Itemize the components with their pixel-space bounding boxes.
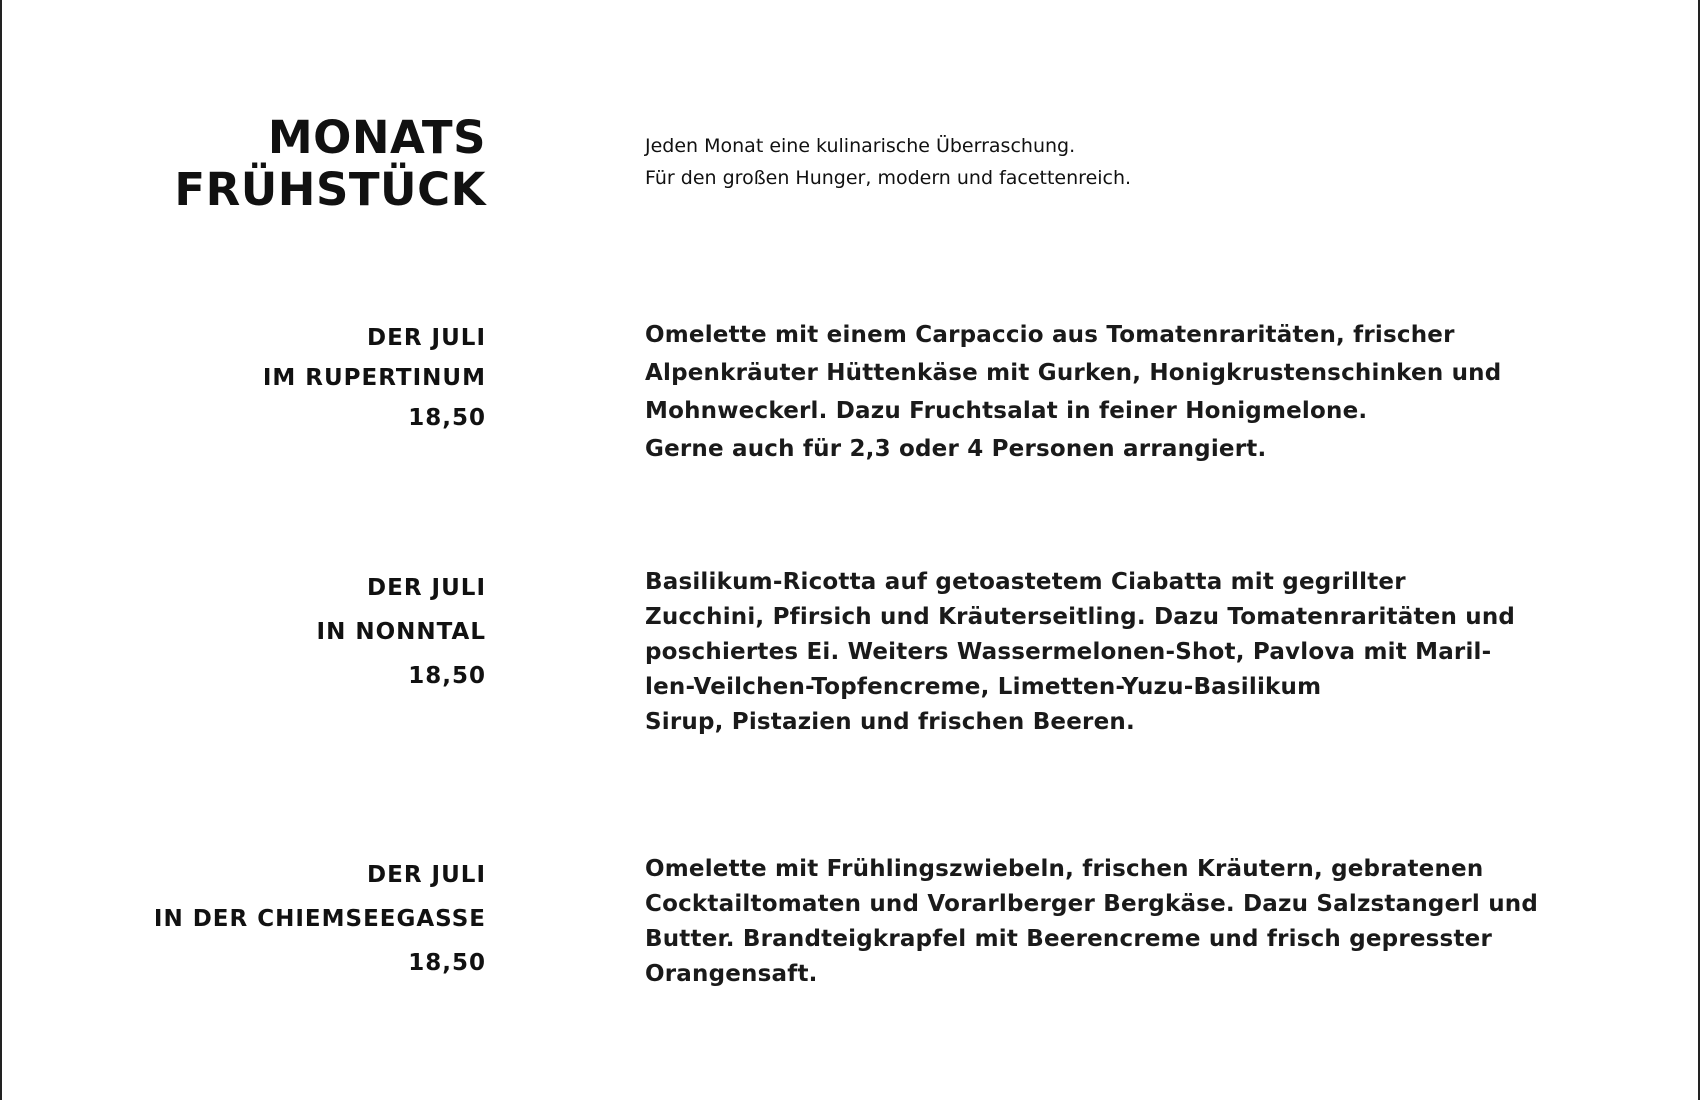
page-title-line-2: FRÜHSTÜCK: [174, 163, 486, 216]
intro-line-2: Für den großen Hunger, modern und facettenreich.: [645, 167, 1132, 189]
description-line: Orangensaft.: [645, 961, 818, 987]
menu-item-description: [645, 316, 1501, 468]
menu-item-price: 18,50: [408, 405, 486, 431]
menu-item-description: [645, 565, 1515, 740]
description-line: Alpenkräuter Hüttenkäse mit Gurken, Honigkrustenschinken und: [645, 360, 1502, 386]
menu-item-location: IN DER CHIEMSEEGASSE: [153, 906, 486, 932]
description-line: Sirup, Pistazien und frischen Beeren.: [645, 709, 1135, 735]
menu-item-name: DER JULI: [367, 325, 486, 351]
description-line: Cocktailtomaten und Vorarlberger Bergkäse. Dazu Salzstangerl und: [645, 891, 1539, 917]
menu-item-price: 18,50: [408, 663, 486, 689]
description-line: Basilikum-Ricotta auf getoastetem Ciabatta mit gegrillter: [645, 569, 1406, 595]
menu-item-header: [263, 318, 486, 438]
page-title-line-1: MONATS: [267, 111, 486, 164]
intro-text: [645, 130, 1131, 194]
description-line: Omelette mit einem Carpaccio aus Tomatenraritäten, frischer: [645, 322, 1455, 348]
menu-item-description: [645, 852, 1538, 992]
intro-line-1: Jeden Monat eine kulinarische Überraschung.: [645, 135, 1076, 157]
description-line: Gerne auch für 2,3 oder 4 Personen arrangiert.: [645, 436, 1267, 462]
menu-item-location: IM RUPERTINUM: [262, 365, 486, 391]
page-title: [174, 112, 486, 216]
menu-item-price: 18,50: [408, 950, 486, 976]
description-line: Zucchini, Pfirsich und Kräuterseitling. Dazu Tomatenraritäten und: [645, 604, 1516, 630]
description-line: poschiertes Ei. Weiters Wassermelonen-Shot, Pavlova mit Maril-: [645, 639, 1492, 665]
menu-item-name: DER JULI: [367, 575, 486, 601]
menu-item-name: DER JULI: [367, 862, 486, 888]
description-line: Butter. Brandteigkrapfel mit Beerencreme und frisch gepresster: [645, 926, 1492, 952]
description-line: len-Veilchen-Topfencreme, Limetten-Yuzu-Basilikum: [645, 674, 1322, 700]
menu-item-location: IN NONNTAL: [316, 619, 486, 645]
description-line: Mohnweckerl. Dazu Fruchtsalat in feiner Honigmelone.: [645, 398, 1368, 424]
menu-item-header: [154, 853, 486, 985]
menu-item-header: [317, 566, 486, 698]
description-line: Omelette mit Frühlingszwiebeln, frischen Kräutern, gebratenen: [645, 856, 1484, 882]
